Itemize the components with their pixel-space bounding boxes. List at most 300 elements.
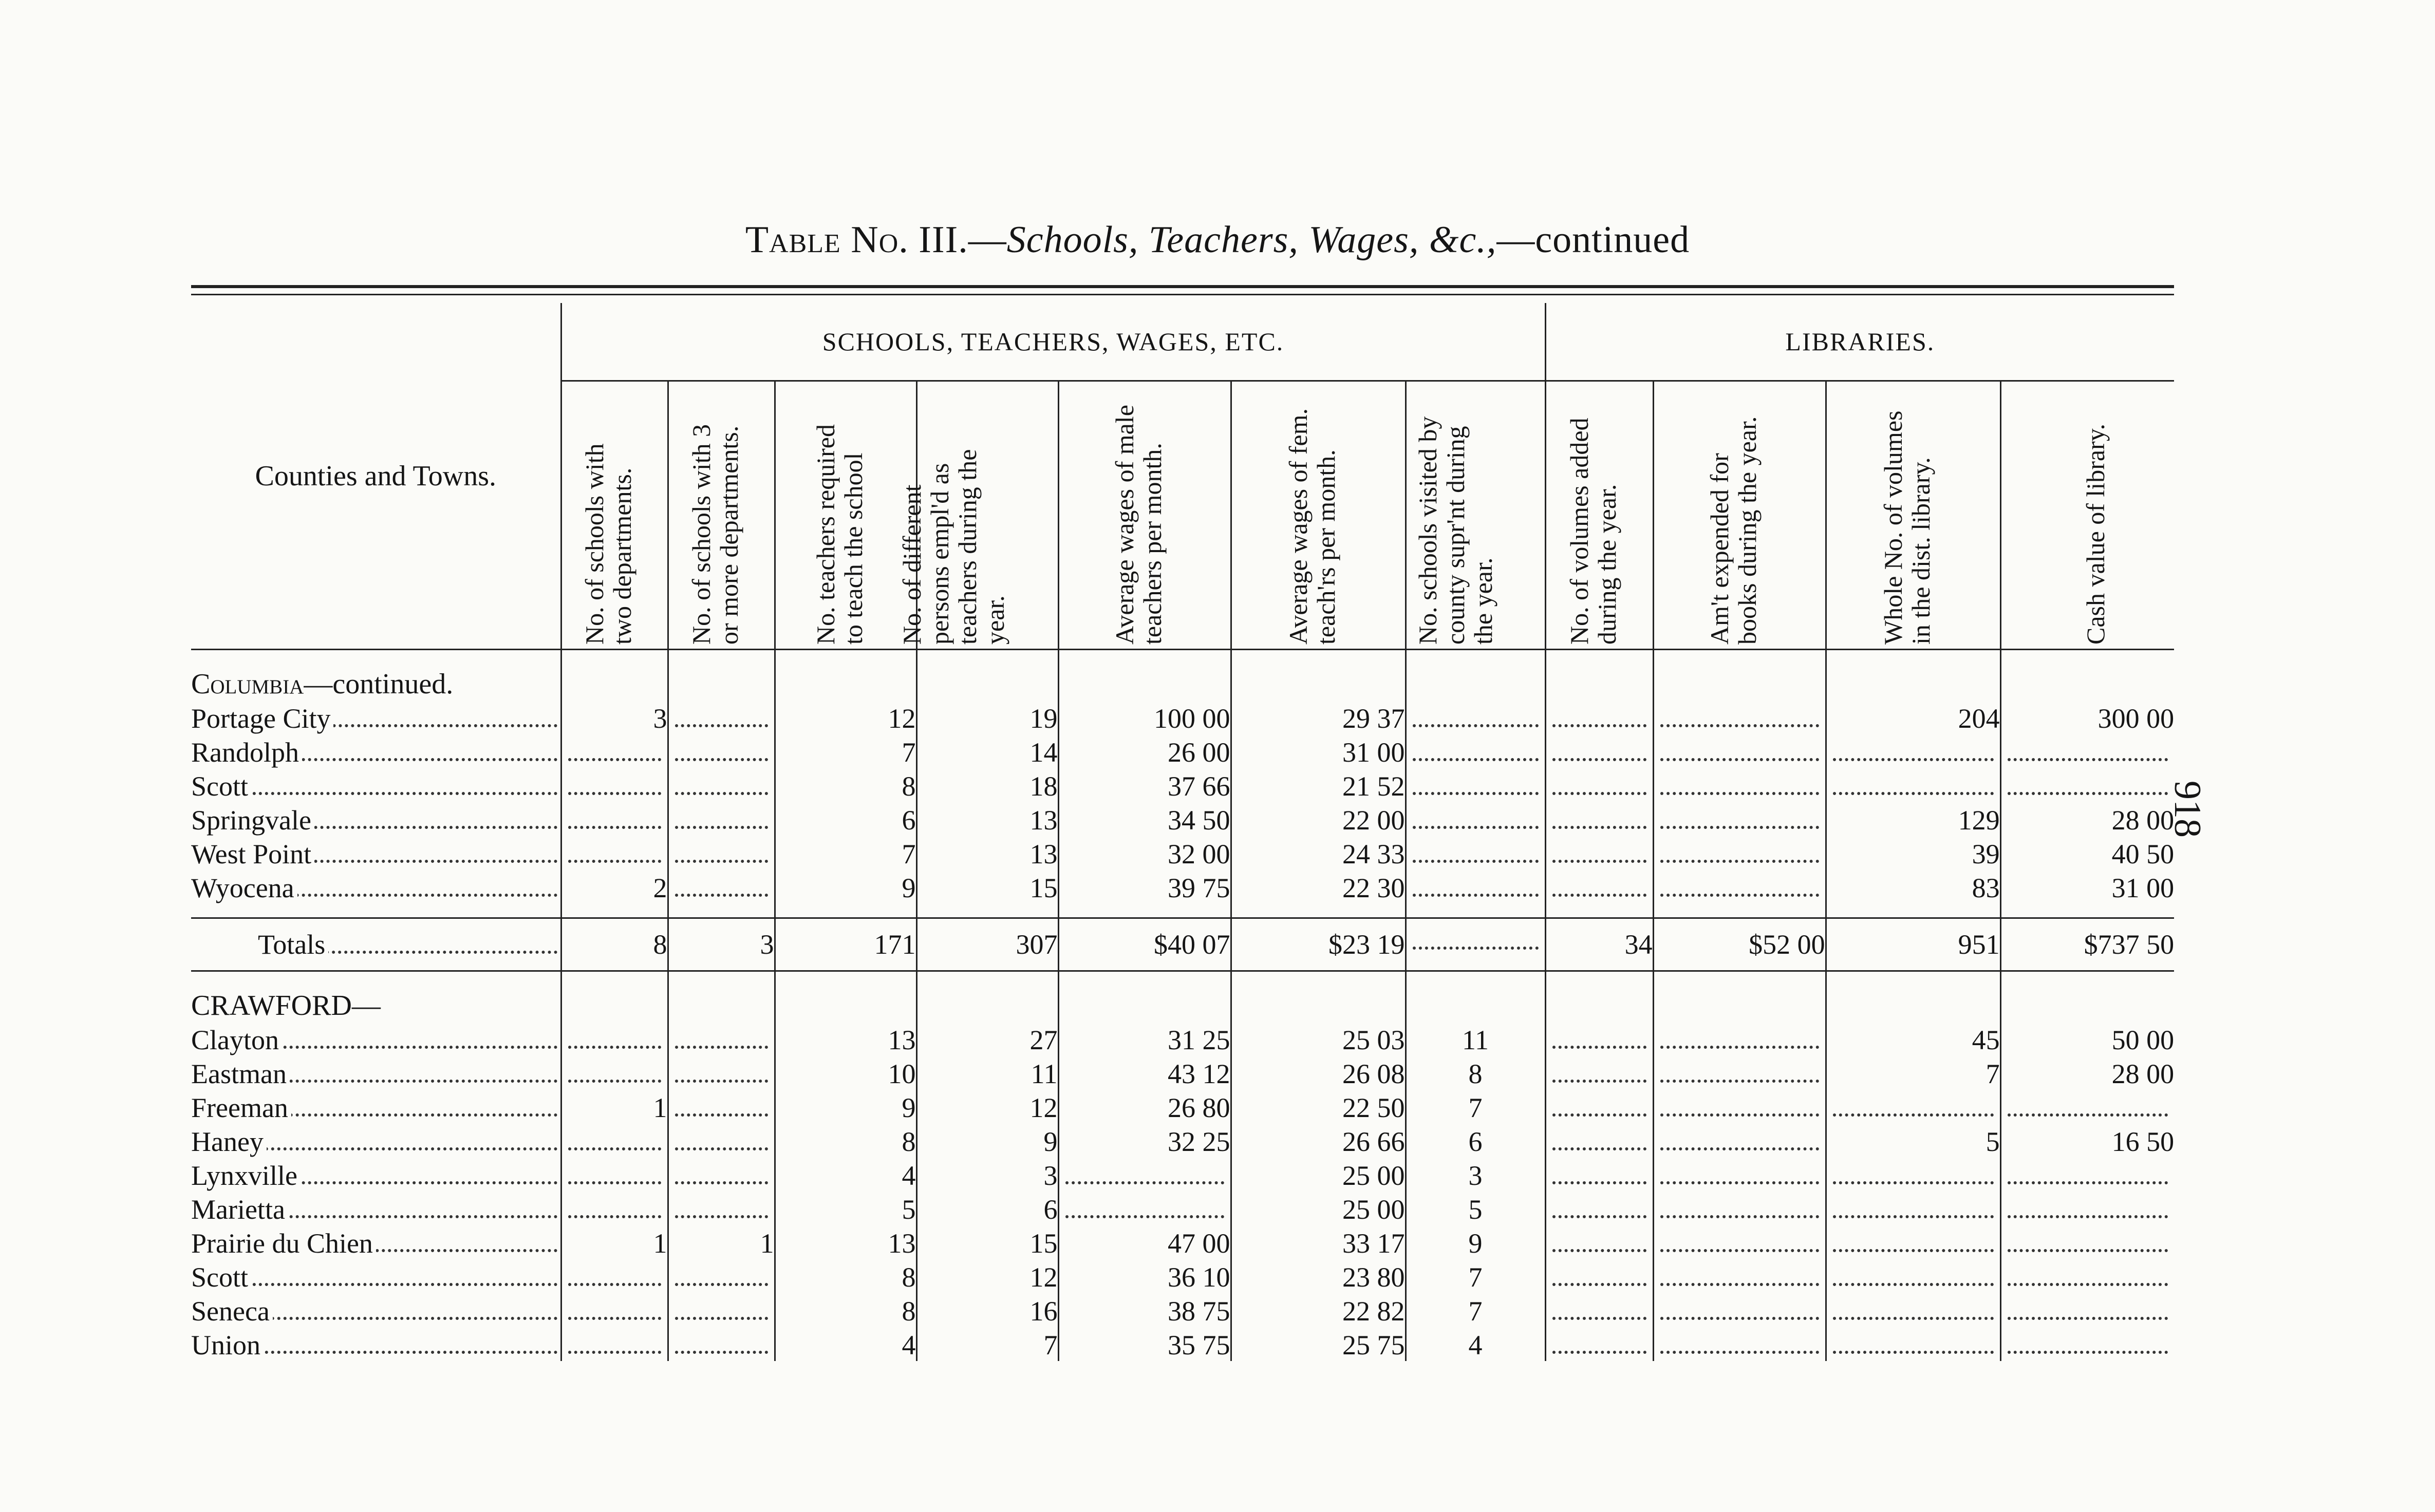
value-cell: 6 [775,802,916,836]
dotted-empty-cell [1406,918,1545,971]
dotted-empty-cell [1545,836,1653,870]
dotted-empty-cell [1545,870,1653,904]
dotted-empty-cell [668,836,775,870]
dotted-empty-cell [1653,1192,1826,1225]
dotted-empty-cell [668,870,775,904]
table-title [0,218,2435,262]
column-header-text: No. of schools with 3 or more departments. [687,424,743,645]
spacer-cell [1826,904,2000,918]
value-cell: 45 [1826,1022,2000,1056]
column-header-text: Average wages of fem. teach'rs per month. [1284,408,1340,645]
town-name-cell [191,1259,561,1293]
dotted-empty-cell [1653,870,1826,904]
value-cell: 36 10 [1058,1259,1231,1293]
value-cell: 25 00 [1231,1192,1406,1225]
county-name [191,985,561,1022]
value-cell: 34 [1545,918,1653,971]
dotted-empty-cell [1826,1090,2000,1124]
dotted-empty-cell [1406,768,1545,802]
value-cell: 3 [1406,1158,1545,1192]
dotted-empty-cell [561,1056,668,1090]
value-cell: 22 30 [1231,870,1406,904]
value-cell: 31 00 [2000,870,2174,904]
table-row [191,1090,2174,1124]
counties-towns-header: Counties and Towns. [191,303,561,650]
value-cell: 18 [916,768,1058,802]
libraries-group-header: LIBRARIES. [1545,303,2174,381]
dotted-empty-cell [561,1022,668,1056]
spacer-cell [191,650,561,664]
value-cell: 23 80 [1231,1259,1406,1293]
empty-cell [1826,664,2000,701]
spacer-cell [1058,650,1231,664]
column-header-11 [2000,381,2174,650]
spacer-cell [916,971,1058,986]
value-cell: 8 [775,1293,916,1327]
value-cell: 25 75 [1231,1327,1406,1361]
spacer-cell [561,971,668,986]
dotted-empty-cell [668,802,775,836]
column-header-text: No. of volumes added during the year. [1565,418,1622,645]
value-cell: $52 00 [1653,918,1826,971]
value-cell: 951 [1826,918,2000,971]
dotted-empty-cell [561,1192,668,1225]
value-cell: 171 [775,918,916,971]
county-row [191,664,2174,701]
county-label: Columbia [191,668,304,700]
value-cell: 38 75 [1058,1293,1231,1327]
value-cell: 8 [775,768,916,802]
page-number: 918 [2166,781,2208,838]
spacer-row [191,904,2174,918]
dotted-empty-cell [1826,1225,2000,1259]
empty-cell [1653,664,1826,701]
value-cell: $23 19 [1231,918,1406,971]
value-cell: 24 33 [1231,836,1406,870]
dotted-empty-cell [668,1293,775,1327]
value-cell: 4 [775,1158,916,1192]
value-cell: 15 [916,870,1058,904]
value-cell: 7 [775,836,916,870]
town-name-cell [191,1056,561,1090]
dotted-empty-cell [1653,1158,1826,1192]
table-row [191,870,2174,904]
spacer-cell [1545,650,1653,664]
column-header-5 [1058,381,1231,650]
spacer-cell [668,904,775,918]
value-cell: 14 [916,734,1058,768]
dotted-empty-cell [2000,768,2174,802]
spacer-cell [1545,971,1653,986]
dotted-empty-cell [1653,1022,1826,1056]
value-cell: 6 [916,1192,1058,1225]
dotted-empty-cell [561,1124,668,1158]
dotted-empty-cell [1058,1192,1231,1225]
table-row [191,1056,2174,1090]
value-cell: 100 00 [1058,701,1231,734]
value-cell: 43 12 [1058,1056,1231,1090]
dotted-empty-cell [1545,1022,1653,1056]
dotted-empty-cell [668,768,775,802]
dotted-empty-cell [1653,701,1826,734]
county-row [191,985,2174,1022]
value-cell: 7 [775,734,916,768]
dotted-empty-cell [1653,1327,1826,1361]
value-cell: 8 [1406,1056,1545,1090]
table-row [191,1225,2174,1259]
dotted-empty-cell [1545,1327,1653,1361]
value-cell: 32 00 [1058,836,1231,870]
town-name-cell [191,1192,561,1225]
empty-cell [2000,985,2174,1022]
dotted-empty-cell [1653,734,1826,768]
empty-cell [1231,985,1406,1022]
spacer-cell [1826,650,2000,664]
spacer-cell [191,971,561,986]
dotted-empty-cell [561,734,668,768]
dotted-empty-cell [2000,1293,2174,1327]
table-row [191,802,2174,836]
column-header-2 [668,381,775,650]
value-cell: 22 82 [1231,1293,1406,1327]
table-row [191,1293,2174,1327]
value-cell: 10 [775,1056,916,1090]
value-cell: 1 [668,1225,775,1259]
schools-table [191,303,2174,1361]
table-row [191,1327,2174,1361]
value-cell: 28 00 [2000,1056,2174,1090]
value-cell: 16 [916,1293,1058,1327]
column-header-text: Whole No. of volumes in the dist. library. [1879,410,1936,645]
dotted-empty-cell [1545,1293,1653,1327]
town-name: Portage City [191,703,333,734]
town-name-cell [191,836,561,870]
spacer-cell [1406,650,1545,664]
dotted-empty-cell [1545,1124,1653,1158]
spacer-cell [191,904,561,918]
value-cell: 34 50 [1058,802,1231,836]
empty-cell [668,985,775,1022]
spacer-cell [916,650,1058,664]
value-cell: 13 [916,802,1058,836]
empty-cell [1545,985,1653,1022]
county-name [191,664,561,701]
empty-cell [1231,664,1406,701]
town-name: West Point [191,839,314,870]
spacer-cell [1231,650,1406,664]
value-cell: 11 [1406,1022,1545,1056]
value-cell: 9 [775,1090,916,1124]
value-cell: 7 [1406,1293,1545,1327]
dotted-empty-cell [668,1158,775,1192]
empty-cell [1406,664,1545,701]
spacer-cell [775,904,916,918]
dotted-empty-cell [668,701,775,734]
table-row [191,836,2174,870]
dotted-empty-cell [1406,802,1545,836]
value-cell: 31 25 [1058,1022,1231,1056]
spacer-cell [668,971,775,986]
dotted-empty-cell [1653,836,1826,870]
dotted-empty-cell [1826,1158,2000,1192]
totals-row [191,918,2174,971]
dotted-empty-cell [1545,802,1653,836]
value-cell: 22 50 [1231,1090,1406,1124]
table-row [191,1022,2174,1056]
spacer-cell [1826,971,2000,986]
empty-cell [668,664,775,701]
dotted-empty-cell [561,836,668,870]
value-cell: 21 52 [1231,768,1406,802]
value-cell: 25 00 [1231,1158,1406,1192]
value-cell: 83 [1826,870,2000,904]
dotted-empty-cell [668,1327,775,1361]
dotted-empty-cell [1653,802,1826,836]
empty-cell [1653,985,1826,1022]
title-tail: —continued [1496,219,1690,261]
value-cell: 25 03 [1231,1022,1406,1056]
title-lead: Table No. III.— [745,219,1007,261]
town-name: Marietta [191,1194,288,1225]
spacer-cell [775,650,916,664]
value-cell: 7 [1826,1056,2000,1090]
spacer-cell [1653,904,1826,918]
value-cell: 35 75 [1058,1327,1231,1361]
value-cell: 26 08 [1231,1056,1406,1090]
dotted-empty-cell [2000,1158,2174,1192]
value-cell: 204 [1826,701,2000,734]
top-rule [191,285,2174,288]
dotted-empty-cell [668,1124,775,1158]
dotted-empty-cell [668,1022,775,1056]
dotted-empty-cell [1653,1293,1826,1327]
dotted-empty-cell [561,1293,668,1327]
spacer-cell [1406,971,1545,986]
value-cell: 31 00 [1231,734,1406,768]
dotted-empty-cell [1545,1225,1653,1259]
town-name: Union [191,1330,264,1360]
town-name: Eastman [191,1059,290,1089]
value-cell: 15 [916,1225,1058,1259]
dotted-empty-cell [668,1090,775,1124]
dotted-empty-cell [561,1158,668,1192]
value-cell: 12 [916,1259,1058,1293]
empty-cell [1058,664,1231,701]
value-cell: $40 07 [1058,918,1231,971]
dotted-empty-cell [1058,1158,1231,1192]
spacer-cell [2000,904,2174,918]
empty-cell [1545,664,1653,701]
dotted-empty-cell [1826,768,2000,802]
dotted-empty-cell [2000,734,2174,768]
column-header-10 [1826,381,2000,650]
dotted-empty-cell [1653,1090,1826,1124]
column-header-text: No. schools visited by county supr'nt during the year. [1413,416,1498,645]
table-row [191,768,2174,802]
empty-cell [775,664,916,701]
spacer-cell [2000,971,2174,986]
dotted-empty-cell [1545,1259,1653,1293]
value-cell: 9 [775,870,916,904]
dotted-empty-cell [1545,734,1653,768]
value-cell: 5 [1826,1124,2000,1158]
town-name: Seneca [191,1296,273,1327]
column-header-text: Cash value of library. [2081,424,2110,645]
value-cell: 5 [1406,1192,1545,1225]
town-name: Clayton [191,1025,282,1055]
value-cell: 3 [668,918,775,971]
town-name-cell [191,918,561,971]
value-cell: 13 [916,836,1058,870]
town-name: Totals [258,929,328,960]
value-cell: 9 [916,1124,1058,1158]
town-name: Springvale [191,805,314,836]
value-cell: $737 50 [2000,918,2174,971]
spacer-row [191,650,2174,664]
empty-cell [1826,985,2000,1022]
value-cell: 13 [775,1225,916,1259]
empty-cell [1058,985,1231,1022]
spacer-cell [1653,650,1826,664]
dotted-empty-cell [1653,1225,1826,1259]
town-name-cell [191,802,561,836]
value-cell: 33 17 [1231,1225,1406,1259]
dotted-empty-cell [1653,768,1826,802]
town-name: Scott [191,771,251,802]
dotted-empty-cell [1545,1158,1653,1192]
table-row [191,1259,2174,1293]
town-name: Randolph [191,737,302,768]
town-name-cell [191,701,561,734]
leader-dots [222,1147,557,1150]
empty-cell [561,664,668,701]
dotted-empty-cell [2000,1090,2174,1124]
dotted-empty-cell [561,768,668,802]
spacer-cell [1653,971,1826,986]
value-cell: 26 80 [1058,1090,1231,1124]
spacer-cell [1058,904,1231,918]
table-row [191,734,2174,768]
town-name-cell [191,1293,561,1327]
value-cell: 6 [1406,1124,1545,1158]
value-cell: 29 37 [1231,701,1406,734]
value-cell: 40 50 [2000,836,2174,870]
value-cell: 300 00 [2000,701,2174,734]
value-cell: 37 66 [1058,768,1231,802]
empty-cell [916,985,1058,1022]
empty-cell [2000,664,2174,701]
value-cell: 26 66 [1231,1124,1406,1158]
town-name-cell [191,1225,561,1259]
dotted-empty-cell [2000,1225,2174,1259]
value-cell: 8 [561,918,668,971]
value-cell: 7 [1406,1090,1545,1124]
empty-cell [916,664,1058,701]
town-name-cell [191,1158,561,1192]
value-cell: 22 00 [1231,802,1406,836]
value-cell: 5 [775,1192,916,1225]
spacer-cell [1058,971,1231,986]
value-cell: 129 [1826,802,2000,836]
table-row [191,701,2174,734]
value-cell: 11 [916,1056,1058,1090]
spacer-cell [1231,904,1406,918]
dotted-empty-cell [668,1056,775,1090]
dotted-empty-cell [2000,1327,2174,1361]
dotted-empty-cell [1826,1293,2000,1327]
dotted-empty-cell [1653,1056,1826,1090]
town-name: Haney [191,1126,267,1157]
dotted-empty-cell [1826,1192,2000,1225]
value-cell: 28 00 [2000,802,2174,836]
spacer-cell [1406,904,1545,918]
value-cell: 1 [561,1225,668,1259]
value-cell: 39 [1826,836,2000,870]
spacer-cell [916,904,1058,918]
town-name: Scott [191,1262,251,1293]
value-cell: 8 [775,1124,916,1158]
town-name-cell [191,1327,561,1361]
table-row [191,1192,2174,1225]
dotted-empty-cell [1653,1124,1826,1158]
town-name-cell [191,870,561,904]
value-cell: 8 [775,1259,916,1293]
spacer-cell [561,904,668,918]
value-cell: 47 00 [1058,1225,1231,1259]
dotted-empty-cell [561,802,668,836]
value-cell: 9 [1406,1225,1545,1259]
value-cell: 16 50 [2000,1124,2174,1158]
spacer-cell [2000,650,2174,664]
spacer-row [191,971,2174,986]
town-name-cell [191,734,561,768]
value-cell: 13 [775,1022,916,1056]
county-suffix: —continued. [304,668,454,700]
table-row [191,1158,2174,1192]
dotted-empty-cell [1545,768,1653,802]
dotted-empty-cell [561,1259,668,1293]
value-cell: 4 [1406,1327,1545,1361]
column-header-text: No. of different persons empl'd as teachers during the year. [897,449,1009,645]
column-header-text: No. of schools with two departments. [580,443,636,645]
value-cell: 50 00 [2000,1022,2174,1056]
spacer-cell [1545,904,1653,918]
column-header-1 [561,381,668,650]
leader-dots [222,1351,557,1354]
spacer-cell [668,650,775,664]
county-label: CRAWFORD— [191,990,381,1022]
dotted-empty-cell [1545,1090,1653,1124]
value-cell: 27 [916,1022,1058,1056]
value-cell: 307 [916,918,1058,971]
value-cell: 7 [1406,1259,1545,1293]
spacer-cell [1231,971,1406,986]
column-header-7 [1406,381,1545,650]
dotted-empty-cell [1406,734,1545,768]
title-italic: Schools, Teachers, Wages, &c., [1006,219,1497,261]
column-header-9 [1653,381,1826,650]
schools-group-header: SCHOOLS, TEACHERS, WAGES, ETC. [561,303,1545,381]
dotted-empty-cell [1545,1192,1653,1225]
dotted-empty-cell [1406,870,1545,904]
spacer-cell [561,650,668,664]
dotted-empty-cell [2000,1259,2174,1293]
dotted-empty-cell [1826,1259,2000,1293]
empty-cell [775,985,916,1022]
value-cell: 2 [561,870,668,904]
dotted-empty-cell [668,734,775,768]
town-name: Lynxville [191,1160,301,1191]
